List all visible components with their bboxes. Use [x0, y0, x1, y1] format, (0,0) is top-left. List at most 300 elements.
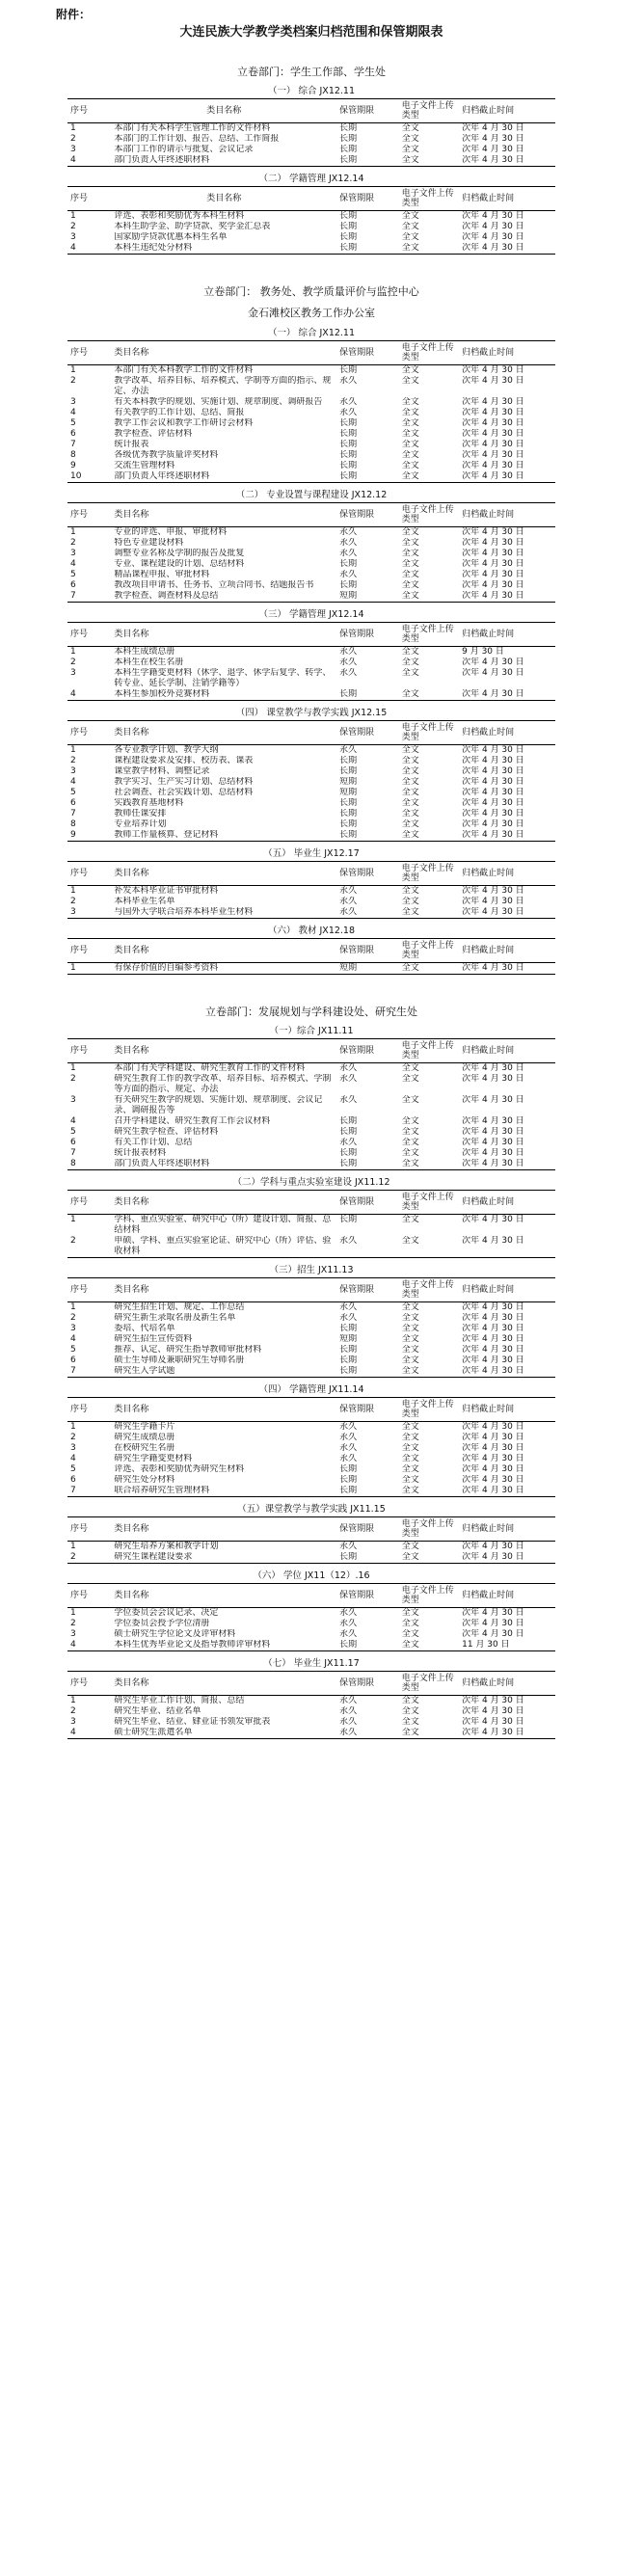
cell-retention: 永久	[339, 1433, 358, 1442]
section-title: （四） 课堂教学与教学实践 JX12.15	[235, 708, 388, 718]
header-no: 序号	[67, 1398, 111, 1422]
table-row	[67, 211, 555, 223]
archive-table	[67, 861, 555, 919]
table-row	[67, 549, 555, 559]
table-row	[67, 1728, 555, 1739]
cell-category: 教学改革、培养目标、培养模式、学制等方面的指示、规定、办法	[114, 376, 332, 396]
header-row	[67, 503, 555, 527]
header-no: 序号	[67, 623, 111, 647]
cell-retention: 长期	[339, 1345, 358, 1355]
cell-upload-type: 全文	[401, 777, 419, 787]
cell-deadline: 次年 4 月 30 日	[462, 1542, 524, 1551]
cell-upload-type: 全文	[399, 155, 459, 167]
section	[67, 1383, 555, 1497]
table-row	[67, 527, 555, 539]
header-category: 类目名称	[111, 1039, 336, 1063]
cell-deadline: 次年 4 月 30 日	[459, 1236, 555, 1258]
cell-category: 统计报表材料	[114, 1148, 167, 1158]
cell-no: 2	[70, 756, 76, 765]
header-no: 序号	[67, 862, 111, 886]
header-retention: 保管期限	[336, 623, 399, 647]
cell-no: 3	[70, 397, 76, 407]
cell-category: 本部门有关学科建设、研究生教育工作的文件材料	[114, 1063, 306, 1073]
table-row	[67, 591, 555, 603]
cell-retention: 永久	[339, 376, 358, 386]
cell-deadline: 次年 4 月 30 日	[459, 1552, 555, 1564]
cell-upload-type: 全文	[399, 963, 459, 975]
cell-deadline: 次年 4 月 30 日	[462, 134, 524, 144]
cell-deadline: 次年 4 月 30 日	[462, 1095, 524, 1105]
cell-retention: 永久	[339, 408, 358, 417]
table-row	[67, 1236, 555, 1258]
section-title: （五）课堂教学与教学实践 JX11.15	[237, 1504, 386, 1515]
cell-no: 4	[67, 155, 111, 167]
cell-upload-type: 全文	[401, 647, 419, 657]
cell-retention: 永久	[336, 1236, 399, 1258]
cell-category: 有关研究生教学的规划、实施计划、规章制度、会议记录、调研报告等	[114, 1095, 323, 1115]
archive-table	[67, 622, 555, 701]
cell-no: 5	[70, 1345, 76, 1355]
header-row	[67, 939, 555, 963]
table-row	[67, 907, 555, 919]
cell-deadline: 次年 4 月 30 日	[462, 1138, 524, 1147]
header-no: 序号	[67, 503, 111, 527]
table-row	[67, 1159, 555, 1170]
cell-upload-type: 全文	[401, 756, 419, 765]
table-header	[67, 1278, 555, 1302]
cell-upload-type: 全文	[401, 450, 419, 460]
cell-retention: 永久	[339, 745, 358, 755]
cell-category: 国家励学贷款优惠本科生名单	[114, 232, 228, 242]
cell-no: 3	[70, 232, 76, 242]
table-row	[67, 471, 555, 483]
cell-no: 4	[70, 408, 76, 417]
cell-deadline: 次年 4 月 30 日	[462, 1345, 524, 1355]
cell-category: 硕士研究生学位论文及评审材料	[114, 1629, 236, 1639]
cell-no: 4	[67, 243, 111, 255]
cell-category: 研究生毕业工作计划、简报、总结	[114, 1696, 245, 1705]
header-retention: 保管期限	[336, 1517, 399, 1542]
archive-table	[67, 1277, 555, 1378]
header-category: 类目名称	[111, 1278, 336, 1302]
header-retention: 保管期限	[336, 1278, 399, 1302]
cell-retention: 长期	[339, 365, 358, 375]
table-row	[67, 1063, 555, 1075]
cell-no: 3	[70, 549, 76, 558]
header-retention: 保管期限	[336, 1191, 399, 1215]
cell-no: 1	[70, 527, 76, 537]
section-title: （二） 专业设置与课程建设 JX12.12	[235, 490, 388, 500]
header-deadline: 归档截止时间	[459, 939, 555, 963]
cell-no: 4	[67, 1728, 111, 1739]
cell-no: 1	[70, 745, 76, 755]
cell-no: 2	[70, 1433, 76, 1442]
cell-category: 教学检查、评估材料	[114, 429, 193, 439]
cell-category: 研究生毕业、结业名单	[114, 1706, 201, 1716]
cell-upload-type: 全文	[401, 1345, 419, 1355]
header-category: 类目名称	[111, 623, 336, 647]
header-row	[67, 341, 555, 365]
cell-retention: 永久	[339, 527, 358, 537]
header-category: 类目名称	[111, 939, 336, 963]
cell-retention: 长期	[339, 418, 358, 428]
cell-category: 研究生培养方案和教学计划	[114, 1542, 219, 1551]
cell-deadline: 次年 4 月 30 日	[459, 963, 555, 975]
header-upload-type: 电子文件上传类型	[399, 99, 459, 123]
cell-retention: 永久	[339, 1443, 358, 1453]
table-row	[67, 788, 555, 798]
table-body	[67, 123, 555, 167]
table-row	[67, 819, 555, 830]
cell-deadline: 次年 4 月 30 日	[462, 1706, 524, 1716]
cell-no: 1	[70, 1542, 76, 1551]
table-row	[67, 745, 555, 757]
header-row	[67, 862, 555, 886]
header-upload-type: 电子文件上传类型	[399, 623, 459, 647]
table-row	[67, 570, 555, 580]
cell-no: 8	[70, 819, 76, 829]
cell-category: 本科生学籍变更材料（休学、退学、休学后复学、转学、转专业、延长学制、注销学籍等）	[114, 668, 332, 688]
header-deadline: 归档截止时间	[459, 721, 555, 745]
cell-no: 5	[70, 788, 76, 797]
table-row	[67, 963, 555, 975]
cell-category: 课堂教学材料、调整记录	[114, 766, 210, 776]
cell-retention: 永久	[339, 1063, 358, 1073]
cell-upload-type: 全文	[401, 766, 419, 776]
header-retention: 保管期限	[336, 1672, 399, 1696]
cell-retention: 长期	[336, 155, 399, 167]
cell-upload-type: 全文	[401, 559, 419, 569]
cell-retention: 永久	[339, 538, 358, 548]
cell-deadline: 次年 4 月 30 日	[459, 1366, 555, 1378]
cell-category: 实践教育基地材料	[114, 798, 184, 808]
cell-upload-type: 全文	[401, 897, 419, 906]
cell-retention: 永久	[336, 1728, 399, 1739]
table-row	[67, 1443, 555, 1454]
cell-upload-type: 全文	[399, 591, 459, 603]
header-row	[67, 1398, 555, 1422]
header-retention: 保管期限	[336, 503, 399, 527]
table-row	[67, 145, 555, 155]
section-title: （三） 学籍管理 JX12.14	[258, 609, 364, 620]
cell-retention: 长期	[339, 211, 358, 221]
header-deadline: 归档截止时间	[459, 1672, 555, 1696]
cell-retention: 长期	[339, 461, 358, 470]
cell-retention: 永久	[339, 1302, 358, 1312]
section	[67, 1176, 555, 1258]
table-row	[67, 668, 555, 689]
table-header	[67, 341, 555, 365]
cell-category: 精品课程申报、审批材料	[114, 570, 210, 579]
cell-deadline: 次年 4 月 30 日	[459, 591, 555, 603]
archive-table	[67, 502, 555, 603]
cell-category: 特色专业建设材料	[114, 538, 184, 548]
header-deadline: 归档截止时间	[459, 1278, 555, 1302]
cell-no: 9	[67, 830, 111, 842]
cell-upload-type: 全文	[401, 1127, 419, 1137]
cell-deadline: 次年 4 月 30 日	[462, 756, 524, 765]
cell-no: 6	[70, 429, 76, 439]
cell-category: 与国外大学联合培养本科毕业生材料	[111, 907, 336, 919]
cell-deadline: 次年 4 月 30 日	[462, 1215, 524, 1224]
cell-upload-type: 全文	[401, 418, 419, 428]
cell-retention: 永久	[339, 897, 358, 906]
cell-no: 1	[70, 123, 76, 133]
cell-no: 8	[67, 1159, 111, 1170]
table-body	[67, 647, 555, 701]
cell-deadline: 次年 4 月 30 日	[462, 211, 524, 221]
table-row	[67, 1706, 555, 1717]
header-row	[67, 1039, 555, 1063]
header-retention: 保管期限	[336, 939, 399, 963]
header-category: 类目名称	[111, 1584, 336, 1608]
cell-retention: 长期	[339, 1324, 358, 1333]
cell-category: 研究生处分材料	[114, 1475, 175, 1485]
cell-category: 社会调查、社会实践计划、总结材料	[114, 788, 254, 797]
header-deadline: 归档截止时间	[459, 623, 555, 647]
cell-deadline: 次年 4 月 30 日	[462, 1464, 524, 1474]
table-row	[67, 429, 555, 440]
table-row	[67, 1475, 555, 1486]
header-category: 类目名称	[111, 862, 336, 886]
header-row	[67, 1672, 555, 1696]
header-category: 类目名称	[111, 1398, 336, 1422]
cell-retention: 长期	[339, 232, 358, 242]
cell-deadline: 次年 4 月 30 日	[462, 376, 524, 386]
header-upload-type: 电子文件上传类型	[399, 1039, 459, 1063]
section	[67, 85, 555, 167]
header-category: 类目名称	[111, 1672, 336, 1696]
section	[67, 1264, 555, 1378]
cell-retention: 永久	[339, 1542, 358, 1551]
cell-deadline: 次年 4 月 30 日	[459, 471, 555, 483]
cell-no: 4	[70, 559, 76, 569]
cell-category: 专业培养计划	[114, 819, 167, 829]
table-header	[67, 862, 555, 886]
table-row	[67, 1542, 555, 1553]
cell-deadline: 次年 4 月 30 日	[462, 418, 524, 428]
header-no: 序号	[67, 99, 111, 123]
header-no: 序号	[67, 1191, 111, 1215]
cell-deadline: 次年 4 月 30 日	[462, 570, 524, 579]
header-retention: 保管期限	[336, 99, 399, 123]
table-body	[67, 1302, 555, 1378]
cell-deadline: 次年 4 月 30 日	[462, 1443, 524, 1453]
cell-no: 1	[70, 647, 76, 657]
header-retention: 保管期限	[336, 1584, 399, 1608]
cell-category: 本科生成绩总册	[114, 647, 175, 657]
cell-category: 研究生新生录取名册及新生名单	[114, 1313, 236, 1323]
cell-no: 4	[70, 1454, 76, 1463]
cell-no: 1	[67, 963, 111, 975]
cell-retention: 永久	[339, 647, 358, 657]
table-row	[67, 1717, 555, 1728]
table-row	[67, 1433, 555, 1443]
cell-no: 3	[70, 145, 76, 154]
departments	[67, 64, 555, 1739]
cell-upload-type: 全文	[401, 145, 419, 154]
cell-upload-type: 全文	[399, 830, 459, 842]
cell-no: 1	[70, 1302, 76, 1312]
cell-upload-type: 全文	[399, 1728, 459, 1739]
header-upload-type: 电子文件上传类型	[399, 1278, 459, 1302]
cell-no: 2	[70, 134, 76, 144]
header-no: 序号	[67, 341, 111, 365]
cell-deadline: 次年 4 月 30 日	[462, 1355, 524, 1365]
cell-upload-type: 全文	[401, 1706, 419, 1716]
header-category: 类目名称	[111, 187, 336, 211]
table-header	[67, 939, 555, 963]
cell-no: 4	[70, 1116, 76, 1126]
attachment-label: 附件：	[56, 8, 92, 21]
header-no: 序号	[67, 939, 111, 963]
section-title: （二）学科与重点实验室建设 JX11.12	[232, 1177, 390, 1188]
cell-deadline: 次年 4 月 30 日	[459, 1728, 555, 1739]
cell-upload-type: 全文	[401, 1629, 419, 1639]
header-retention: 保管期限	[336, 187, 399, 211]
table-body	[67, 1422, 555, 1497]
cell-retention: 永久	[339, 1619, 358, 1628]
cell-retention: 长期	[339, 819, 358, 829]
cell-no: 6	[70, 1355, 76, 1365]
cell-no: 2	[70, 376, 76, 386]
header-deadline: 归档截止时间	[459, 1191, 555, 1215]
table-body	[67, 1696, 555, 1739]
cell-category: 本科生优秀毕业论文及指导教师评审材料	[111, 1640, 336, 1651]
cell-category: 有保存价值的自编参考资料	[111, 963, 336, 975]
cell-no: 5	[70, 1464, 76, 1474]
cell-upload-type: 全文	[401, 429, 419, 439]
cell-retention: 永久	[336, 907, 399, 919]
table-row	[67, 657, 555, 668]
cell-deadline: 次年 4 月 30 日	[462, 819, 524, 829]
table-row	[67, 418, 555, 429]
department-label: 立卷部门：学生工作部、学生处	[237, 66, 386, 78]
cell-retention: 长期	[336, 1486, 399, 1497]
table-header	[67, 1398, 555, 1422]
cell-retention: 长期	[336, 1366, 399, 1378]
table-row	[67, 243, 555, 255]
cell-retention: 永久	[339, 1608, 358, 1618]
header-row	[67, 721, 555, 745]
cell-no: 4	[67, 1640, 111, 1651]
cell-upload-type: 全文	[401, 1717, 419, 1727]
cell-upload-type: 全文	[401, 819, 419, 829]
cell-category: 本部门的工作计划、报告、总结、工作简报	[114, 134, 280, 144]
cell-deadline: 次年 4 月 30 日	[462, 1422, 524, 1432]
table-row	[67, 1454, 555, 1464]
cell-retention: 长期	[336, 471, 399, 483]
archive-table	[67, 1671, 555, 1739]
cell-category: 专业的评选、申报、审批材料	[114, 527, 228, 537]
archive-table	[67, 340, 555, 483]
section	[67, 1570, 555, 1651]
cell-retention: 长期	[336, 1159, 399, 1170]
cell-deadline: 次年 4 月 30 日	[459, 155, 555, 167]
cell-upload-type: 全文	[401, 580, 419, 590]
cell-retention: 永久	[339, 1138, 358, 1147]
table-header	[67, 1191, 555, 1215]
cell-no: 3	[70, 1324, 76, 1333]
cell-deadline: 次年 4 月 30 日	[462, 1313, 524, 1323]
header-no: 序号	[67, 721, 111, 745]
cell-category: 本科生参加校外竞赛材料	[111, 689, 336, 701]
table-row	[67, 689, 555, 701]
cell-retention: 永久	[339, 397, 358, 407]
cell-no: 1	[70, 886, 76, 896]
cell-no: 6	[70, 1138, 76, 1147]
cell-no: 2	[70, 1313, 76, 1323]
cell-category: 研究生成绩总册	[114, 1433, 175, 1442]
cell-upload-type: 全文	[401, 798, 419, 808]
table-row	[67, 1116, 555, 1127]
cell-category: 硕士研究生派遣名单	[111, 1728, 336, 1739]
cell-upload-type: 全文	[401, 1608, 419, 1618]
header-retention: 保管期限	[336, 1398, 399, 1422]
table-header	[67, 99, 555, 123]
table-row	[67, 1366, 555, 1378]
header-upload-type: 电子文件上传类型	[399, 1191, 459, 1215]
table-header	[67, 721, 555, 745]
table-row	[67, 365, 555, 377]
cell-upload-type: 全文	[401, 440, 419, 449]
cell-retention: 长期	[339, 756, 358, 765]
cell-category: 本科生在校生名册	[114, 657, 184, 667]
cell-category: 课程建设要求及安排、校历表、课表	[114, 756, 254, 765]
cell-deadline: 次年 4 月 30 日	[462, 1116, 524, 1126]
cell-upload-type: 全文	[399, 243, 459, 255]
table-row	[67, 1324, 555, 1334]
cell-deadline: 次年 4 月 30 日	[462, 538, 524, 548]
cell-deadline: 次年 4 月 30 日	[462, 1696, 524, 1705]
header-upload-type: 电子文件上传类型	[399, 187, 459, 211]
cell-retention: 长期	[336, 1640, 399, 1651]
table-header	[67, 1517, 555, 1542]
cell-upload-type: 全文	[401, 1422, 419, 1432]
cell-category: 委培、代培名单	[114, 1324, 175, 1333]
cell-deadline: 9 月 30 日	[462, 647, 504, 657]
cell-deadline: 次年 4 月 30 日	[462, 788, 524, 797]
table-row	[67, 1095, 555, 1116]
cell-upload-type: 全文	[401, 1116, 419, 1126]
header-upload-type: 电子文件上传类型	[399, 1584, 459, 1608]
header-upload-type: 电子文件上传类型	[399, 1672, 459, 1696]
department-spacer	[67, 980, 555, 1004]
header-row	[67, 99, 555, 123]
cell-category: 教改项目申请书、任务书、立项合同书、结题报告书	[114, 580, 314, 590]
cell-no: 9	[70, 461, 76, 470]
table-row	[67, 1148, 555, 1159]
header-row	[67, 187, 555, 211]
cell-upload-type: 全文	[399, 1486, 459, 1497]
cell-retention: 长期	[339, 1116, 358, 1126]
cell-retention: 永久	[339, 1454, 358, 1463]
cell-category: 调整专业名称及学制的报告及批复	[114, 549, 245, 558]
cell-category: 学位委员会授予学位清册	[114, 1619, 210, 1628]
header-upload-type: 电子文件上传类型	[399, 862, 459, 886]
cell-deadline: 次年 4 月 30 日	[462, 1454, 524, 1463]
table-row	[67, 809, 555, 819]
section-title: （一）综合 JX11.11	[269, 1026, 354, 1036]
cell-retention: 短期	[339, 777, 358, 787]
cell-deadline: 次年 4 月 30 日	[462, 745, 524, 755]
table-header	[67, 1672, 555, 1696]
table-row	[67, 897, 555, 907]
table-row	[67, 450, 555, 461]
cell-upload-type: 全文	[401, 376, 419, 386]
cell-upload-type: 全文	[401, 788, 419, 797]
cell-retention: 永久	[339, 1629, 358, 1639]
